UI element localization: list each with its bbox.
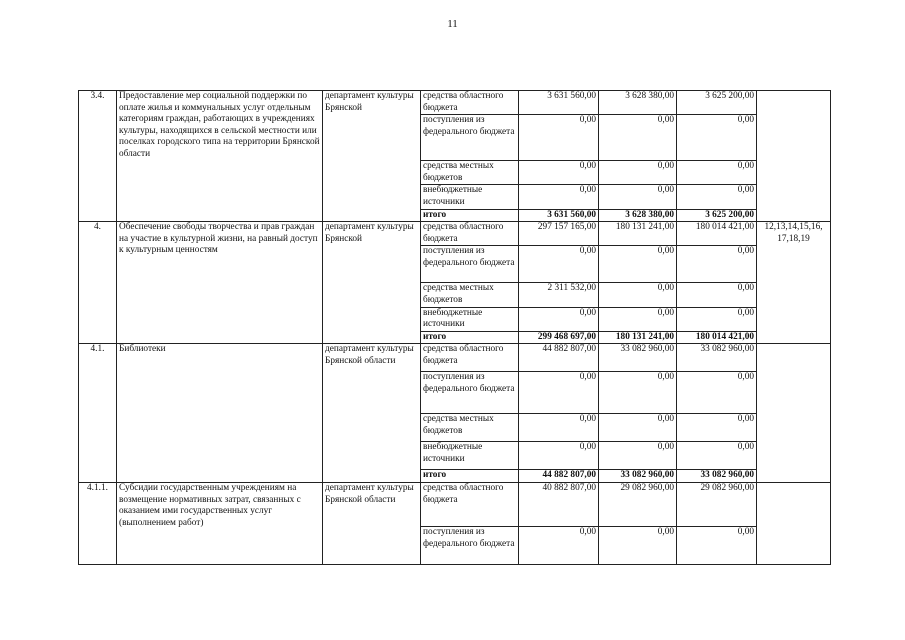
amount-year-1: 297 157 165,00 — [519, 222, 599, 246]
amount-year-1: 3 631 560,00 — [519, 91, 599, 115]
amount-year-2: 3 628 380,00 — [599, 91, 677, 115]
amount-year-3: 0,00 — [677, 185, 757, 209]
amount-year-1: 0,00 — [519, 372, 599, 414]
funding-source: средства местных бюджетов — [421, 283, 519, 307]
amount-year-2: 0,00 — [599, 442, 677, 470]
amount-year-1: 0,00 — [519, 442, 599, 470]
task-references — [757, 344, 831, 483]
funding-source: поступления из федерального бюджета — [421, 372, 519, 414]
amount-year-3: 0,00 — [677, 372, 757, 414]
amount-year-1: 44 882 807,00 — [519, 344, 599, 372]
amount-year-1: 0,00 — [519, 115, 599, 161]
funding-source: внебюджетные источники — [421, 442, 519, 470]
table-row — [79, 344, 831, 372]
amount-year-1: 40 882 807,00 — [519, 482, 599, 526]
amount-year-2: 0,00 — [599, 283, 677, 307]
funding-source: средства областного бюджета — [421, 222, 519, 246]
item-number: 3.4. — [79, 91, 117, 222]
amount-year-3: 33 082 960,00 — [677, 470, 757, 483]
amount-year-1: 0,00 — [519, 246, 599, 283]
table-row — [79, 482, 831, 526]
amount-year-2: 180 131 241,00 — [599, 331, 677, 344]
funding-source: внебюджетные источники — [421, 307, 519, 331]
item-name: Субсидии государственным учреждениям на возмещение нормативных затрат, связанных с оказанием ими государственных услуг (выполнением работ) — [117, 482, 323, 564]
amount-year-3: 3 625 200,00 — [677, 209, 757, 222]
amount-year-3: 0,00 — [677, 307, 757, 331]
funding-source: итого — [421, 209, 519, 222]
amount-year-1: 0,00 — [519, 526, 599, 564]
amount-year-3: 33 082 960,00 — [677, 344, 757, 372]
budget-table-body — [79, 91, 831, 565]
item-name: Библиотеки — [117, 344, 323, 483]
amount-year-1: 44 882 807,00 — [519, 470, 599, 483]
funding-source: поступления из федерального бюджета — [421, 526, 519, 564]
amount-year-1: 2 311 532,00 — [519, 283, 599, 307]
amount-year-3: 0,00 — [677, 246, 757, 283]
amount-year-2: 29 082 960,00 — [599, 482, 677, 526]
funding-source: средства местных бюджетов — [421, 414, 519, 442]
amount-year-3: 3 625 200,00 — [677, 91, 757, 115]
amount-year-3: 180 014 421,00 — [677, 331, 757, 344]
amount-year-2: 0,00 — [599, 372, 677, 414]
funding-source: средства местных бюджетов — [421, 161, 519, 185]
amount-year-2: 0,00 — [599, 246, 677, 283]
table-row — [79, 91, 831, 115]
item-name: Обеспечение свободы творчества и прав граждан на участие в культурной жизни, на равный доступ к культурным ценностям — [117, 222, 323, 344]
item-name: Предоставление мер социальной поддержки по оплате жилья и коммунальных услуг отдельным категориям граждан, работающих в учреждениях культуры, находящихся в сельской местности или поселках городского типа на территории Брянской области — [117, 91, 323, 222]
amount-year-1: 3 631 560,00 — [519, 209, 599, 222]
amount-year-2: 0,00 — [599, 161, 677, 185]
item-number: 4.1.1. — [79, 482, 117, 564]
item-number: 4. — [79, 222, 117, 344]
amount-year-1: 299 468 697,00 — [519, 331, 599, 344]
funding-source: средства областного бюджета — [421, 482, 519, 526]
amount-year-2: 180 131 241,00 — [599, 222, 677, 246]
funding-source: средства областного бюджета — [421, 91, 519, 115]
amount-year-3: 0,00 — [677, 526, 757, 564]
amount-year-2: 33 082 960,00 — [599, 470, 677, 483]
responsible-department: департамент культуры Брянской области — [323, 482, 421, 564]
task-references — [757, 91, 831, 222]
funding-source: средства областного бюджета — [421, 344, 519, 372]
budget-table — [78, 90, 831, 565]
funding-source: поступления из федерального бюджета — [421, 115, 519, 161]
table-row — [79, 222, 831, 246]
responsible-department: департамент культуры Брянской — [323, 222, 421, 344]
amount-year-2: 0,00 — [599, 115, 677, 161]
item-number: 4.1. — [79, 344, 117, 483]
amount-year-2: 0,00 — [599, 185, 677, 209]
funding-source: внебюджетные источники — [421, 185, 519, 209]
funding-source: итого — [421, 470, 519, 483]
amount-year-3: 180 014 421,00 — [677, 222, 757, 246]
task-references: 12,13,14,15,16, 17,18,19 — [757, 222, 831, 344]
amount-year-2: 0,00 — [599, 526, 677, 564]
amount-year-2: 0,00 — [599, 307, 677, 331]
responsible-department: департамент культуры Брянской области — [323, 344, 421, 483]
amount-year-2: 0,00 — [599, 414, 677, 442]
amount-year-1: 0,00 — [519, 185, 599, 209]
amount-year-3: 0,00 — [677, 283, 757, 307]
amount-year-2: 3 628 380,00 — [599, 209, 677, 222]
amount-year-3: 0,00 — [677, 414, 757, 442]
funding-source: итого — [421, 331, 519, 344]
amount-year-1: 0,00 — [519, 161, 599, 185]
funding-source: поступления из федерального бюджета — [421, 246, 519, 283]
amount-year-2: 33 082 960,00 — [599, 344, 677, 372]
task-references — [757, 482, 831, 564]
amount-year-3: 0,00 — [677, 115, 757, 161]
amount-year-3: 0,00 — [677, 442, 757, 470]
amount-year-1: 0,00 — [519, 414, 599, 442]
amount-year-3: 29 082 960,00 — [677, 482, 757, 526]
page-number: 11 — [447, 18, 458, 30]
amount-year-1: 0,00 — [519, 307, 599, 331]
responsible-department: департамент культуры Брянской — [323, 91, 421, 222]
amount-year-3: 0,00 — [677, 161, 757, 185]
